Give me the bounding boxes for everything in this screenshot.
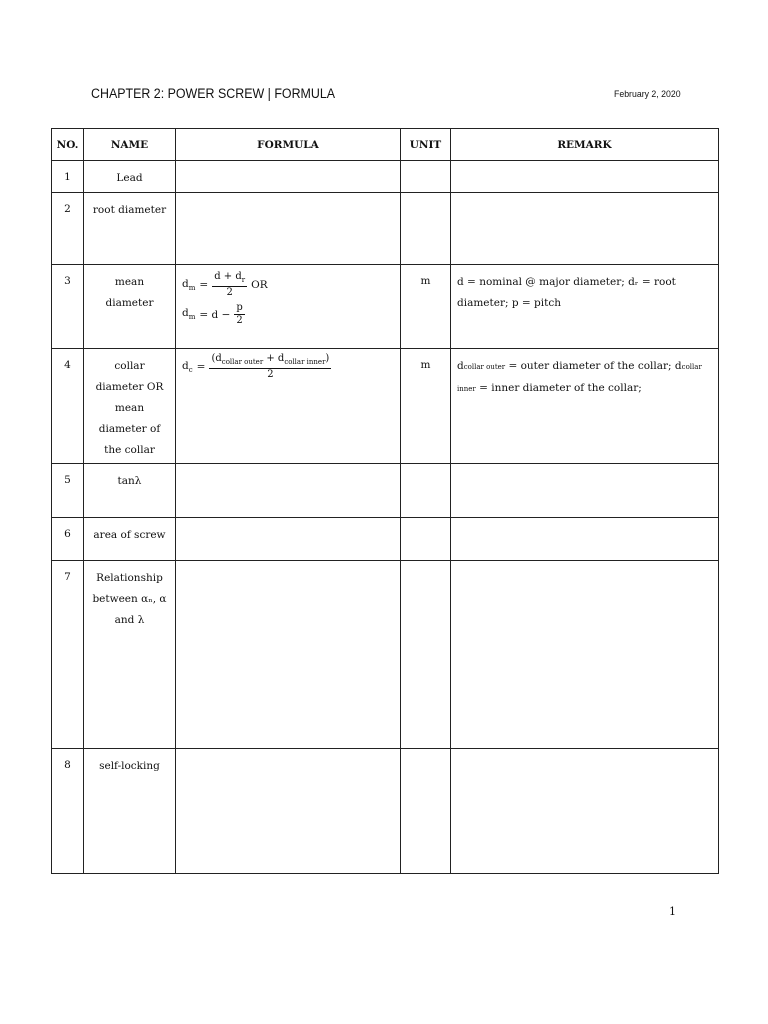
unit-cell: m (401, 349, 451, 464)
remark-cell (451, 561, 719, 749)
remark-cell: dcollar outer = outer diameter of the collar; dcollar inner = inner diameter of the collar; (451, 349, 719, 464)
formula-cell (176, 561, 401, 749)
formula-table (51, 128, 719, 874)
row-name: self-locking (84, 749, 176, 874)
remark-cell: d = nominal @ major diameter; dᵣ = root diameter; p = pitch (451, 265, 719, 349)
table-row (52, 749, 719, 874)
formula-cell (176, 193, 401, 265)
unit-cell (401, 193, 451, 265)
row-name: area of screw (84, 518, 176, 561)
row-number: 4 (52, 349, 84, 464)
formula-cell (176, 464, 401, 518)
formula-cell (176, 265, 401, 349)
document-title: CHAPTER 2: POWER SCREW | FORMULA (91, 86, 336, 101)
document-date: February 2, 2020 (614, 89, 681, 100)
unit-cell (401, 561, 451, 749)
row-name: Lead (84, 161, 176, 193)
unit-cell (401, 749, 451, 874)
formula-cell (176, 161, 401, 193)
table-row (52, 518, 719, 561)
table-row (52, 464, 719, 518)
column-header-unit: UNIT (401, 129, 451, 161)
page-number: 1 (669, 905, 676, 918)
column-header-no: NO. (52, 129, 84, 161)
formula-cell (176, 518, 401, 561)
table-row (52, 265, 719, 349)
row-number: 2 (52, 193, 84, 265)
table-row (52, 193, 719, 265)
row-number: 6 (52, 518, 84, 561)
remark-cell (451, 518, 719, 561)
remark-cell (451, 464, 719, 518)
table-header-row (52, 129, 719, 161)
table-row (52, 561, 719, 749)
formula-cell (176, 749, 401, 874)
row-name: root diameter (84, 193, 176, 265)
remark-cell (451, 749, 719, 874)
mean-diameter-formula-alt: $d_m$ = d − $\frac{p}{2}$ (182, 302, 243, 326)
collar-diameter-formula: $d_c$ = $\frac{(d_{collar outer} + d_{collar inner})}{2}$ (182, 353, 330, 380)
row-number: 7 (52, 561, 84, 749)
column-header-formula: FORMULA (176, 129, 401, 161)
unit-cell (401, 518, 451, 561)
table-row (52, 349, 719, 464)
row-number: 8 (52, 749, 84, 874)
row-name: mean diameter (84, 265, 176, 349)
formula-cell (176, 349, 401, 464)
column-header-name: NAME (84, 129, 176, 161)
row-number: 3 (52, 265, 84, 349)
row-name: collar diameter OR mean diameter of the collar (84, 349, 176, 464)
unit-cell (401, 464, 451, 518)
table-row (52, 161, 719, 193)
unit-cell (401, 161, 451, 193)
remark-cell (451, 193, 719, 265)
row-number: 5 (52, 464, 84, 518)
unit-cell: m (401, 265, 451, 349)
row-number: 1 (52, 161, 84, 193)
remark-cell (451, 161, 719, 193)
mean-diameter-formula: $d_m$ = $\frac{d + d_r}{2}$ OR (182, 271, 268, 298)
row-name: tanλ (84, 464, 176, 518)
row-name: Relationship between αₙ, α and λ (84, 561, 176, 749)
column-header-remark: REMARK (451, 129, 719, 161)
